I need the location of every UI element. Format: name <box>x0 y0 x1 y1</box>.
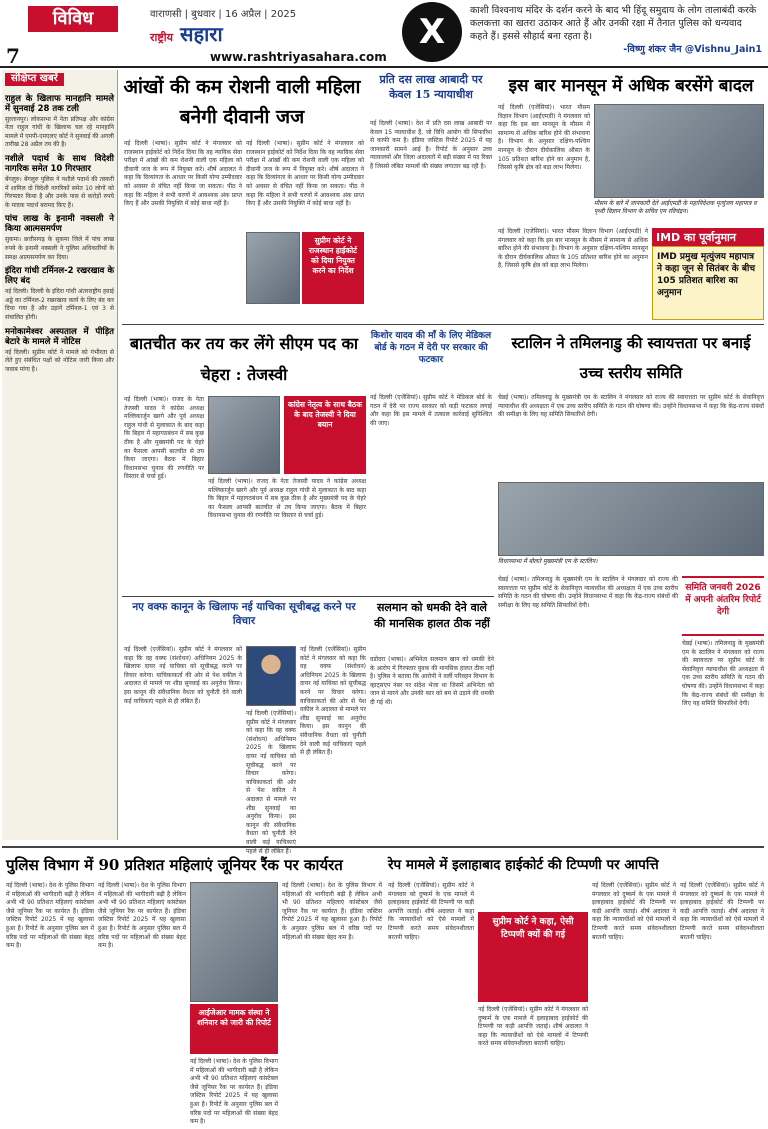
stalin-headline: स्टालिन ने तमिलनाडु की स्वायत्तता पर बनाई उच्च स्तरीय समिति <box>511 334 751 382</box>
women-police-photo <box>190 882 278 1002</box>
dateline: वाराणसी | बुधवार | 16 अप्रैल | 2025 <box>150 9 297 20</box>
weather-headline: इस बार मानसून में अधिक बरसेंगे बादल <box>508 76 754 96</box>
brief-body: नई दिल्ली। दिल्ली के इंदिरा गांधी अंतरराष्ट्रीय हवाई अड्डे का टर्मिनल-2 रखरखाव कार्य के लिए बंद कर दिया गया है और उड़ानें टर्मिनल-1 एवं 3 से संचालित होंगी। <box>5 288 114 321</box>
stalin-body: चेन्नई (भाषा)। तमिलनाडु के मुख्यमंत्री एम के स्टालिन ने मंगलवार को राज्य की स्वायत्तता पर सुप्रीम कोर्ट के सेवानिवृत्त न्यायाधीश की अध्यक्षता में एक उच्च स्तरीय समिति के गठन की घोषणा की। उन्होंने विधानसभा में कहा कि केंद्र-राज्य संबंधों की समीक्षा के लिए यह समिति सिफारिशें देगी। <box>682 640 764 708</box>
brief-body: सुकमा। छत्तीसगढ़ के सुकमा जिले में पांच लाख रुपये के इनामी नक्सली ने पुलिस अधिकारियों के समक्ष आत्मसमर्पण कर दिया। <box>5 236 114 261</box>
x-logo-icon: X <box>402 2 462 62</box>
police-body: नई दिल्ली (भाषा)। देश के पुलिस विभाग में महिलाओं की भागीदारी बढ़ी है लेकिन अभी भी 90 प्रतिशत महिलाएं कांस्टेबल जैसे जूनियर रैंक पर कार्यरत हैं। इंडिया जस्टिस रिपोर्ट 2025 में यह खुलासा हुआ है। रिपोर्ट के अनुसार पुलिस बल में वरिष्ठ पदों पर महिलाओं की संख्या बेहद कम है। <box>6 882 94 950</box>
waqf-body: नई दिल्ली (एजेंसियां)। सुप्रीम कोर्ट ने मंगलवार को कहा कि वह वक्फ (संशोधन) अधिनियम 2025 के खिलाफ दायर नई याचिका को सूचीबद्ध करने पर विचार करेगा। याचिकाकर्ता की ओर से पेश वकील ने अदालत से मामले पर शीघ्र सुनवाई का अनुरोध किया। इस कानून की संवैधानिक वैधता को चुनौती देने वाली कई याचिकाएं पहले से ही लंबित हैं। <box>124 646 242 705</box>
pullquote: आईजेआर मामक संस्था ने शनिवार को जारी की रिपोर्ट <box>190 1004 278 1054</box>
brand-main: सहारा <box>179 22 223 46</box>
brief-news-sidebar <box>2 70 118 840</box>
header-quote <box>470 4 762 56</box>
brand-prefix: राष्ट्रीय <box>150 31 174 44</box>
quote-text: काशी विश्वनाथ मंदिर के दर्शन करने के बाद भी हिंदू समुदाय के लोग तालाबंदी करके कलकत्ता का खतरा उठाकर आते हैं और उनकी रक्षा में तैनात पुलिस को धन्यवाद कहते हैं। इससे सौहार्द बना रहता है। <box>470 5 757 42</box>
brief-title: नशीले पदार्थ के साथ विदेशी नागरिक समेत 10 गिरफ्तार <box>5 153 114 174</box>
pathak-headline: किशोर यादव की माँ के लिए मेडिकल बोर्ड के गठन में देरी पर सरकार की फटकार <box>370 331 492 365</box>
tejashwi-body: नई दिल्ली (भाषा)। राजद के नेता तेजस्वी यादव ने कांग्रेस अध्यक्ष मल्लिकार्जुन खरगे और पूर्व अध्यक्ष राहुल गांधी से मुलाकात के बाद कहा कि बिहार में महागठबंधन में सब कुछ ठीक है और मुख्यमंत्री पद के चेहरे का फैसला आपसी बातचीत से तय किया जाएगा। बैठक में बिहार विधानसभा चुनाव की रणनीति पर विस्तार से चर्चा हुई। <box>124 396 204 481</box>
list-item <box>5 154 114 210</box>
brief-title: पांच लाख के इनामी नक्सली ने किया आत्मसमर्पण <box>5 214 114 235</box>
stalin-body: चेन्नई (भाषा)। तमिलनाडु के मुख्यमंत्री एम के स्टालिन ने मंगलवार को राज्य की स्वायत्तता पर सुप्रीम कोर्ट के सेवानिवृत्त न्यायाधीश की अध्यक्षता में एक उच्च स्तरीय समिति के गठन की घोषणा की। उन्होंने विधानसभा में कहा कि केंद्र-राज्य संबंधों की समीक्षा के लिए यह समिति सिफारिशें देगी। <box>498 394 764 419</box>
waqf-headline: नए वक्फ कानून के खिलाफ नई याचिका सूचीबद्ध करने पर विचार <box>132 601 356 627</box>
brief-title: राहुल के खिलाफ मानहानि मामले में सुनवाई 28 तक टली <box>5 93 114 114</box>
divider <box>122 324 764 325</box>
sidebar-label: संक्षिप्त खबरें <box>5 73 64 86</box>
imd-forecast-box <box>652 246 764 320</box>
brand-logo <box>150 20 223 47</box>
census-body: नई दिल्ली (भाषा)। देश में प्रति दस लाख आबादी पर केवल 15 न्यायाधीश हैं, जो विधि आयोग की सिफारिश से काफी कम है। इंडिया जस्टिस रिपोर्ट 2025 में यह जानकारी सामने आई है। रिपोर्ट के अनुसार उच्च न्यायालयों और जिला अदालतों में बड़ी संख्या में पद रिक्त हैं जिससे लंबित मामलों की संख्या लगातार बढ़ रही है। <box>370 120 492 170</box>
photo-caption: मौसम के बारे में जानकारी देते आईएमडी के महानिदेशक मृत्युंजय महापात्र व पृथ्वी विज्ञान विभाग के सचिव एम रविचंद्रन। <box>594 200 757 215</box>
page-number: 7 <box>6 44 20 68</box>
pullquote: सुप्रीम कोर्ट ने राजस्थान हाईकोर्ट को दिया नियुक्त करने का निर्देश <box>302 232 364 304</box>
brief-body: नई दिल्ली। सुप्रीम कोर्ट ने मामले को गंभीरता से लेते हुए संबंधित पक्षों को नोटिस जारी किया और जवाब मांगा है। <box>5 348 114 373</box>
pullquote: सुप्रीम कोर्ट ने कहा, ऐसी टिप्पणी क्यों की गई <box>478 912 588 1002</box>
brief-body: सुल्तानपुर। लोकसभा में नेता प्रतिपक्ष और कांग्रेस नेता राहुल गांधी के खिलाफ चल रहे मानहानि मामले में एमपी-एमएलए कोर्ट ने सुनवाई की अगली तारीख 28 अप्रैल तय की है। <box>5 115 114 149</box>
quote-author: -विष्णु शंकर जैन @Vishnu_Jain1 <box>623 44 762 55</box>
judge-photo <box>246 232 300 304</box>
photo-caption: विधानसभा में बोलते मुख्यमंत्री एम के स्टालिन। <box>498 558 598 565</box>
section-label: विविध <box>28 6 118 32</box>
brief-body: बेंगलुरु। बेंगलुरु पुलिस ने नशीले पदार्थ की तस्करी में शामिल दो विदेशी नागरिकों समेत 10 लोगों को गिरफ्तार किया है और उनके पास से करोड़ों रुपये के मादक पदार्थ बरामद किए हैं। <box>5 175 114 209</box>
police-body: नई दिल्ली (भाषा)। देश के पुलिस विभाग में महिलाओं की भागीदारी बढ़ी है लेकिन अभी भी 90 प्रतिशत महिलाएं कांस्टेबल जैसे जूनियर रैंक पर कार्यरत हैं। इंडिया जस्टिस रिपोर्ट 2025 में यह खुलासा हुआ है। रिपोर्ट के अनुसार पुलिस बल में वरिष्ठ पदों पर महिलाओं की संख्या बेहद कम है। <box>282 882 382 941</box>
stalin-body: चेन्नई (भाषा)। तमिलनाडु के मुख्यमंत्री एम के स्टालिन ने मंगलवार को राज्य की स्वायत्तता पर सुप्रीम कोर्ट के सेवानिवृत्त न्यायाधीश की अध्यक्षता में एक उच्च स्तरीय समिति के गठन की घोषणा की। उन्होंने विधानसभा में कहा कि केंद्र-राज्य संबंधों की समीक्षा के लिए यह समिति सिफारिशें देगी। <box>498 576 678 609</box>
site-url[interactable]: www.rashtriyasahara.com <box>210 50 387 64</box>
main-headline: आंखों की कम रोशनी वाली महिला बनेगी दीवानी जज <box>123 76 361 128</box>
tejashwi-headline: बातचीत कर तय कर लेंगे सीएम पद का चेहरा : तेजस्वी <box>129 334 359 384</box>
rape-case-body: नई दिल्ली (एजेंसियां)। सुप्रीम कोर्ट ने मंगलवार को दुष्कर्म के एक मामले में इलाहाबाद हाईकोर्ट की टिप्पणी पर कड़ी आपत्ति जताई। शीर्ष अदालत ने कहा कि न्यायाधीशों को ऐसे मामलों में टिप्पणी करते समय संवेदनशीलता बरतनी चाहिए। <box>680 882 764 941</box>
article-body: नई दिल्ली (भाषा)। सुप्रीम कोर्ट ने मंगलवार को राजस्थान हाईकोर्ट को निर्देश दिया कि वह न्यायिक सेवा परीक्षा में आंखों की कम रोशनी वाली एक महिला को दीवानी जज के रूप में नियुक्त करे। शीर्ष अदालत ने कहा कि दिव्यांगता के आधार पर किसी योग्य उम्मीदवार को अवसर से वंचित नहीं किया जा सकता। पीठ ने कहा कि महिला ने सभी चरणों में आवश्यक अंक प्राप्त किए हैं और उसकी नियुक्ति में कोई बाधा नहीं है। <box>246 140 364 208</box>
list-item <box>5 94 114 150</box>
masthead <box>0 0 768 68</box>
owaisi-photo <box>246 646 296 706</box>
list-item <box>5 266 114 322</box>
imd-label: IMD का पूर्वानुमान <box>652 228 764 247</box>
stalin-assembly-photo <box>498 482 764 556</box>
brief-title: मनोकामेश्वर अस्पताल में पीड़ित बेटारे के मामले में नोटिस <box>5 326 114 347</box>
salman-headline: सलमान को धमकी देने वाले की मानसिक हालत ठीक नहीं <box>374 601 490 630</box>
imd-point: IMD प्रमुख मृत्युंजय महापात्र ने कहा जून से सितंबर के बीच 105 प्रतिशत बारिश का अनुमान <box>657 252 756 298</box>
divider <box>2 846 764 848</box>
waqf-body: नई दिल्ली (एजेंसियां)। सुप्रीम कोर्ट ने मंगलवार को कहा कि वह वक्फ (संशोधन) अधिनियम 2025 के खिलाफ दायर नई याचिका को सूचीबद्ध करने पर विचार करेगा। याचिकाकर्ता की ओर से पेश वकील ने अदालत से मामले पर शीघ्र सुनवाई का अनुरोध किया। इस कानून की संवैधानिक वैधता को चुनौती देने वाली कई याचिकाएं पहले से ही लंबित हैं। <box>300 646 366 757</box>
rape-case-body: नई दिल्ली (एजेंसियां)। सुप्रीम कोर्ट ने मंगलवार को दुष्कर्म के एक मामले में इलाहाबाद हाईकोर्ट की टिप्पणी पर कड़ी आपत्ति जताई। शीर्ष अदालत ने कहा कि न्यायाधीशों को ऐसे मामलों में टिप्पणी करते समय संवेदनशीलता बरतनी चाहिए। <box>388 882 474 941</box>
tejashwi-photo <box>208 396 280 474</box>
weather-press-photo <box>594 104 764 198</box>
tejashwi-body: नई दिल्ली (भाषा)। राजद के नेता तेजस्वी यादव ने कांग्रेस अध्यक्ष मल्लिकार्जुन खरगे और पूर्व अध्यक्ष राहुल गांधी से मुलाकात के बाद कहा कि बिहार में महागठबंधन में सब कुछ ठीक है और मुख्यमंत्री पद के चेहरे का फैसला आपसी बातचीत से तय किया जाएगा। बैठक में बिहार विधानसभा चुनाव की रणनीति पर विस्तार से चर्चा हुई। <box>208 478 366 520</box>
divider <box>122 596 494 597</box>
rape-case-headline: रेप मामले में इलाहाबाद हाईकोर्ट की टिप्पणी पर आपत्ति <box>388 857 659 873</box>
waqf-body: नई दिल्ली (एजेंसियां)। सुप्रीम कोर्ट ने मंगलवार को कहा कि वह वक्फ (संशोधन) अधिनियम 2025 के खिलाफ दायर नई याचिका को सूचीबद्ध करने पर विचार करेगा। याचिकाकर्ता की ओर से पेश वकील ने अदालत से मामले पर शीघ्र सुनवाई का अनुरोध किया। इस कानून की संवैधानिक वैधता को चुनौती देने वाली कई याचिकाएं पहले से ही लंबित हैं। <box>246 710 296 855</box>
salman-body: वडोदरा (भाषा)। अभिनेता सलमान खान को धमकी देने के आरोप में गिरफ्तार युवक की मानसिक हालत ठीक नहीं है। पुलिस ने बताया कि आरोपी ने वर्ली परिवहन विभाग के व्हाट्सएप नंबर पर संदेश भेजा था जिसमें अभिनेता को जान से मारने और उनकी कार को बम से उड़ाने की धमकी दी गई थी। <box>370 656 494 706</box>
census-headline: प्रति दस लाख आबादी पर केवल 15 न्यायाधीश <box>379 73 483 101</box>
rape-case-body: नई दिल्ली (एजेंसियां)। सुप्रीम कोर्ट ने मंगलवार को दुष्कर्म के एक मामले में इलाहाबाद हाईकोर्ट की टिप्पणी पर कड़ी आपत्ति जताई। शीर्ष अदालत ने कहा कि न्यायाधीशों को ऐसे मामलों में टिप्पणी करते समय संवेदनशीलता बरतनी चाहिए। <box>592 882 676 941</box>
weather-body: नई दिल्ली (एजेंसियां)। भारत मौसम विज्ञान विभाग (आईएमडी) ने मंगलवार को कहा कि इस बार मानसून के मौसम में सामान्य से अधिक बारिश होने की संभावना है। विभाग के अनुसार दक्षिण-पश्चिम मानसून के दौरान दीर्घकालिक औसत के 105 प्रतिशत बारिश होने का अनुमान है, जिससे कृषि क्षेत्र को बड़ा लाभ मिलेगा। <box>498 228 648 270</box>
list-item <box>5 214 114 262</box>
police-body: नई दिल्ली (भाषा)। देश के पुलिस विभाग में महिलाओं की भागीदारी बढ़ी है लेकिन अभी भी 90 प्रतिशत महिलाएं कांस्टेबल जैसे जूनियर रैंक पर कार्यरत हैं। इंडिया जस्टिस रिपोर्ट 2025 में यह खुलासा हुआ है। रिपोर्ट के अनुसार पुलिस बल में वरिष्ठ पदों पर महिलाओं की संख्या बेहद कम है। <box>98 882 186 950</box>
rape-case-body: नई दिल्ली (एजेंसियां)। सुप्रीम कोर्ट ने मंगलवार को दुष्कर्म के एक मामले में इलाहाबाद हाईकोर्ट की टिप्पणी पर कड़ी आपत्ति जताई। शीर्ष अदालत ने कहा कि न्यायाधीशों को ऐसे मामलों में टिप्पणी करते समय संवेदनशीलता बरतनी चाहिए। <box>478 1006 588 1048</box>
pathak-body: नई दिल्ली (एजेंसियां)। सुप्रीम कोर्ट ने मेडिकल बोर्ड के गठन में देरी पर राज्य सरकार को कड़ी फटकार लगाई और कहा कि इस मामले में तत्काल कार्रवाई सुनिश्चित की जाए। <box>370 394 492 427</box>
weather-body: नई दिल्ली (एजेंसियां)। भारत मौसम विज्ञान विभाग (आईएमडी) ने मंगलवार को कहा कि इस बार मानसून के मौसम में सामान्य से अधिक बारिश होने की संभावना है। विभाग के अनुसार दक्षिण-पश्चिम मानसून के दौरान दीर्घकालिक औसत के 105 प्रतिशत बारिश होने का अनुमान है, जिससे कृषि क्षेत्र को बड़ा लाभ मिलेगा। <box>498 104 590 172</box>
police-body: नई दिल्ली (भाषा)। देश के पुलिस विभाग में महिलाओं की भागीदारी बढ़ी है लेकिन अभी भी 90 प्रतिशत महिलाएं कांस्टेबल जैसे जूनियर रैंक पर कार्यरत हैं। इंडिया जस्टिस रिपोर्ट 2025 में यह खुलासा हुआ है। रिपोर्ट के अनुसार पुलिस बल में वरिष्ठ पदों पर महिलाओं की संख्या बेहद कम है। <box>190 1058 278 1126</box>
list-item <box>5 327 114 375</box>
pullquote: समिति जनवरी 2026 में अपनी अंतरिम रिपोर्ट देगी <box>682 576 764 636</box>
article-body: नई दिल्ली (भाषा)। सुप्रीम कोर्ट ने मंगलवार को राजस्थान हाईकोर्ट को निर्देश दिया कि वह न्यायिक सेवा परीक्षा में आंखों की कम रोशनी वाली एक महिला को दीवानी जज के रूप में नियुक्त करे। शीर्ष अदालत ने कहा कि दिव्यांगता के आधार पर किसी योग्य उम्मीदवार को अवसर से वंचित नहीं किया जा सकता। पीठ ने कहा कि महिला ने सभी चरणों में आवश्यक अंक प्राप्त किए हैं और उसकी नियुक्ति में कोई बाधा नहीं है। <box>124 140 242 208</box>
pullquote: कांग्रेस नेतृत्व के साथ बैठक के बाद तेजस्वी ने दिया बयान <box>284 396 366 474</box>
police-headline: पुलिस विभाग में 90 प्रतिशत महिलाएं जूनियर रैंक पर कार्यरत <box>6 856 343 874</box>
brief-title: इंदिरा गांधी टर्मिनल-2 रखरखाव के लिए बंद <box>5 266 114 287</box>
